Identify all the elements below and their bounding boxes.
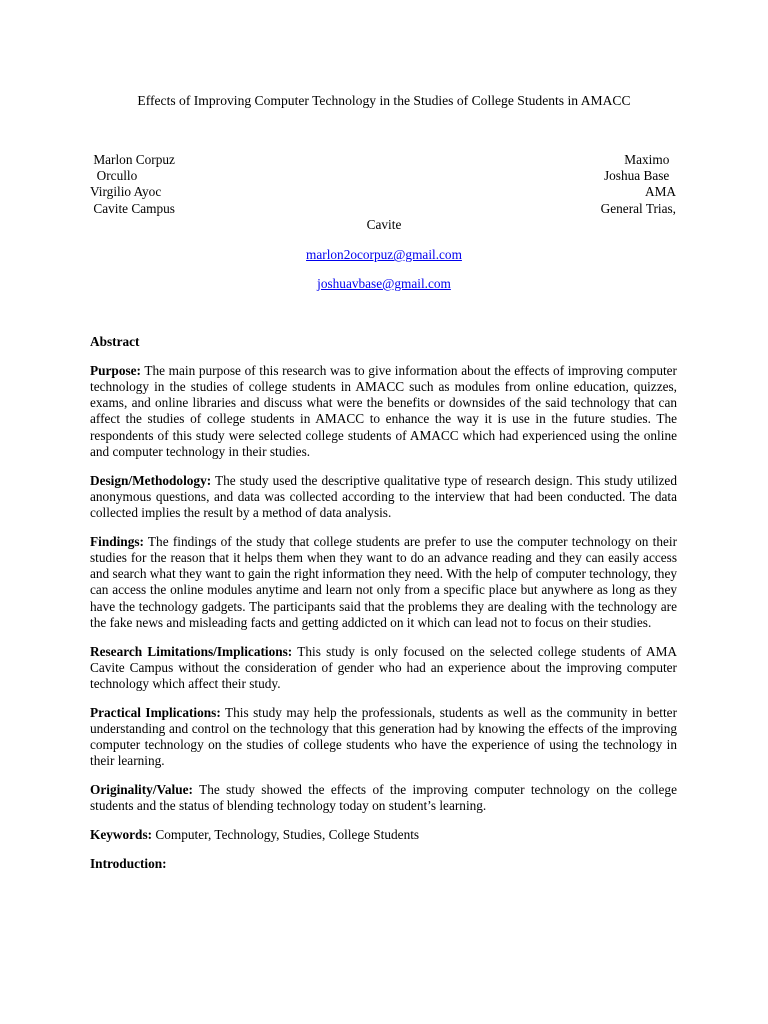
section-text: The main purpose of this research was to give information about the effects of improving computer technology in the studies of college students in AMACC such as modules from online education, quizzes, exams, and online libraries and discuss what were the benefits or downsides of the said technology that can affect the studies of college students in AMACC to enhance the way it is use in the future studies. The respondents of this study were selected college students of AMACC which had experienced using the online and computer technology in their studies. (90, 362, 677, 459)
section-text: The study showed the effects of the improving computer technology on the college students and the status of blending technology today on student’s learning. (90, 782, 677, 814)
email-link[interactable]: marlon2ocorpuz@gmail.com (306, 247, 462, 262)
section-findings (90, 534, 677, 631)
email-line (0, 276, 768, 292)
author-right-line: Joshua Base (603, 168, 676, 184)
authors-right-column (476, 152, 676, 217)
authors-left-column (90, 152, 290, 217)
section-text: Computer, Technology, Studies, College Students (152, 827, 420, 843)
email-link[interactable]: joshuavbase@gmail.com (317, 276, 451, 291)
paper-title: Effects of Improving Computer Technology in the Studies of College Students in AMACC (137, 93, 631, 108)
author-right-line: Maximo (624, 152, 676, 167)
section-design-methodology (90, 473, 677, 522)
section-text: The findings of the study that college students are prefer to use the computer technology on their studies for the reason that it helps them when they want to do an advance reading and they can easily access and search what they want to gain the right information they need. With the help of computer technology, they can access the online modules anytime and learn not only from a specific place but anywhere as long as they have the technology gadgets. The participants said that the problems they are dealing with the technology are the fake news and misleading facts and getting addicted on it which can lead not to focus on their studies. (90, 533, 677, 630)
section-label: Practical Implications: (90, 704, 221, 720)
abstract-heading: Abstract (90, 334, 140, 349)
section-practical-implications (90, 705, 677, 770)
section-label: Keywords: (90, 827, 153, 843)
author-left-line: Orcullo (90, 168, 138, 184)
section-purpose (90, 363, 677, 460)
section-label: Purpose: (90, 362, 141, 378)
section-text: This study may help the professionals, students as well as the community in better understanding and control on the technology that this generation had by knowing the effects of the improving computer technology on the studies of college students who have the experience of using the technology in their learning. (90, 704, 677, 769)
section-research-limitations (90, 644, 677, 693)
abstract-body (90, 334, 677, 885)
author-left-line: Virgilio Ayoc (90, 184, 162, 200)
author-left-line: Marlon Corpuz (90, 152, 175, 167)
section-keywords (90, 827, 677, 843)
section-label: Design/Methodology: (90, 472, 212, 488)
section-label: Introduction: (90, 856, 167, 872)
author-right-line: AMA (644, 184, 676, 200)
section-introduction (90, 856, 677, 872)
author-left-line: Cavite Campus (90, 200, 175, 216)
affiliation-city: Cavite (366, 217, 402, 232)
author-right-line: General Trias, (600, 200, 676, 216)
section-label: Findings: (90, 533, 144, 549)
section-originality-value (90, 782, 677, 814)
section-label: Research Limitations/Implications: (90, 643, 293, 659)
section-text: This study is only focused on the selected college students of AMA Cavite Campus without the consideration of gender who had an experience about the improving computer technology which affect their study. (90, 643, 678, 692)
section-label: Originality/Value: (90, 782, 193, 798)
section-text: The study used the descriptive qualitative type of research design. This study utilized anonymous questions, and data was collected according to the interview that had been conducted. The data collected implies the result by a method of data analysis. (90, 472, 677, 521)
email-line (0, 247, 768, 263)
